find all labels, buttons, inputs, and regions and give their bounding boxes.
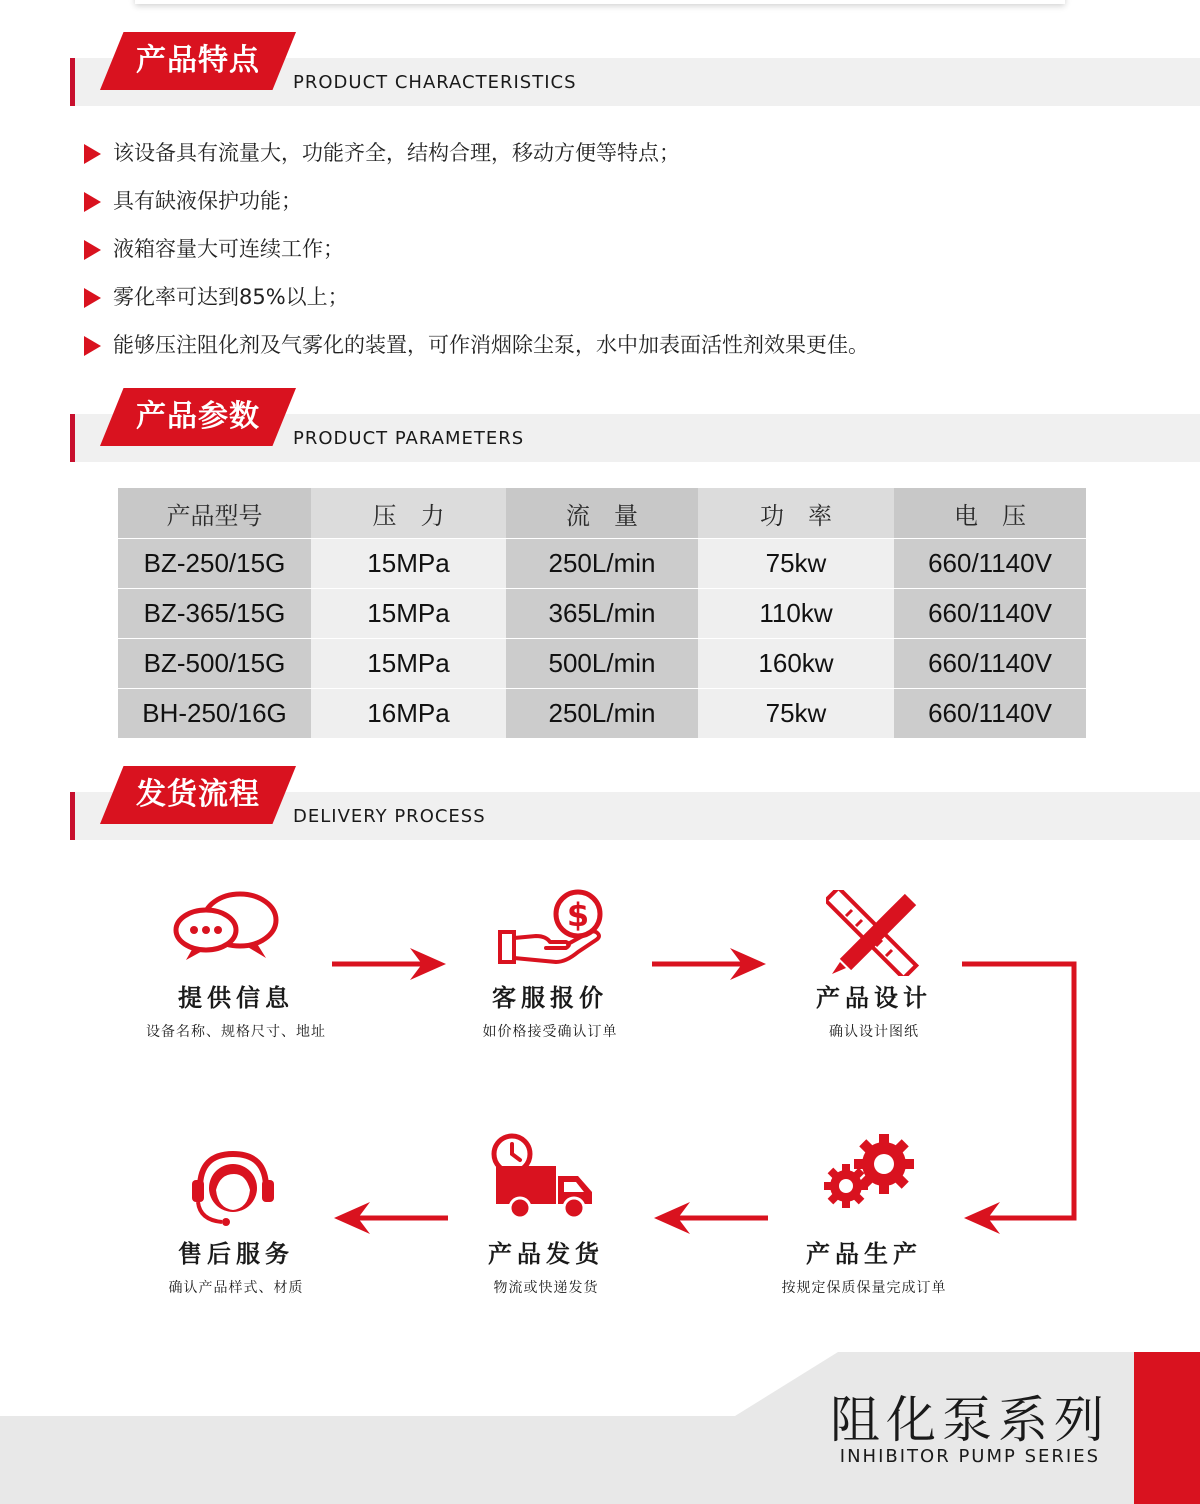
table-row bbox=[118, 689, 1086, 739]
section-title-en: PRODUCT CHARACTERISTICS bbox=[293, 72, 577, 93]
table-header-row bbox=[118, 488, 1086, 539]
step-subtitle: 确认产品样式、材质 bbox=[168, 1280, 304, 1296]
step-title: 提供信息 bbox=[178, 984, 294, 1012]
triangle-bullet-icon bbox=[84, 336, 101, 356]
table-cell: 660/1140V bbox=[894, 639, 1086, 689]
col-header: 压 力 bbox=[311, 488, 506, 539]
triangle-bullet-icon bbox=[84, 192, 101, 212]
section-title-en: PRODUCT PARAMETERS bbox=[293, 428, 525, 449]
table-cell: 15MPa bbox=[311, 539, 506, 589]
process-step-design bbox=[748, 978, 1000, 1041]
table-cell: 660/1140V bbox=[894, 539, 1086, 589]
triangle-bullet-icon bbox=[84, 240, 101, 260]
table-cell: 660/1140V bbox=[894, 689, 1086, 739]
process-step-after-sales bbox=[110, 1234, 362, 1297]
col-header: 功 率 bbox=[698, 488, 894, 539]
col-header: 产品型号 bbox=[118, 488, 311, 539]
table-cell: 365L/min bbox=[506, 589, 698, 639]
step-subtitle: 确认设计图纸 bbox=[829, 1024, 919, 1040]
footer-title-en: INHIBITOR PUMP SERIES bbox=[839, 1446, 1100, 1467]
step-subtitle: 物流或快递发货 bbox=[493, 1280, 599, 1296]
table-row bbox=[118, 589, 1086, 639]
header-red-bar bbox=[70, 792, 75, 840]
table-cell: BH-250/16G bbox=[118, 689, 311, 739]
step-subtitle: 如价格接受确认订单 bbox=[482, 1024, 618, 1040]
table-row bbox=[118, 539, 1086, 589]
process-step-provide-info bbox=[110, 978, 362, 1041]
feature-item: 具有缺液保护功能； bbox=[80, 186, 869, 234]
ruler-pencil-icon bbox=[826, 890, 922, 976]
triangle-bullet-icon bbox=[84, 144, 101, 164]
section-header-parameters bbox=[0, 388, 1200, 468]
section-title-cn: 产品特点 bbox=[136, 43, 260, 78]
table-cell: BZ-500/15G bbox=[118, 639, 311, 689]
gears-icon bbox=[818, 1132, 920, 1212]
table-cell: 75kw bbox=[698, 539, 894, 589]
table-cell: 660/1140V bbox=[894, 589, 1086, 639]
step-title: 客服报价 bbox=[492, 984, 608, 1012]
step-title: 产品生产 bbox=[806, 1240, 922, 1268]
table-cell: 250L/min bbox=[506, 689, 698, 739]
section-title-cn: 发货流程 bbox=[136, 777, 260, 812]
delivery-truck-icon bbox=[490, 1132, 596, 1220]
step-subtitle: 按规定保质保量完成订单 bbox=[781, 1280, 947, 1296]
headset-agent-icon bbox=[186, 1148, 280, 1232]
arrow-right-icon bbox=[330, 946, 450, 982]
footer-red-block bbox=[1134, 1352, 1200, 1504]
arrow-right-icon bbox=[650, 946, 770, 982]
section-header-delivery bbox=[0, 766, 1200, 846]
step-title: 售后服务 bbox=[178, 1240, 294, 1268]
step-title: 产品发货 bbox=[488, 1240, 604, 1268]
arrow-left-icon bbox=[650, 1200, 770, 1236]
svg-text:$: $ bbox=[566, 896, 590, 934]
table-cell: 110kw bbox=[698, 589, 894, 639]
table-cell: 250L/min bbox=[506, 539, 698, 589]
table-cell: 15MPa bbox=[311, 589, 506, 639]
parameters-table bbox=[118, 488, 1086, 739]
table-row bbox=[118, 639, 1086, 689]
header-red-bar bbox=[70, 414, 75, 462]
header-red-bar bbox=[70, 58, 75, 106]
process-step-production bbox=[738, 1234, 990, 1297]
arrow-left-icon bbox=[330, 1200, 450, 1236]
table-cell: 500L/min bbox=[506, 639, 698, 689]
table-cell: 16MPa bbox=[311, 689, 506, 739]
table-cell: BZ-365/15G bbox=[118, 589, 311, 639]
col-header: 电 压 bbox=[894, 488, 1086, 539]
table-cell: 15MPa bbox=[311, 639, 506, 689]
table-cell: 75kw bbox=[698, 689, 894, 739]
feature-item: 液箱容量大可连续工作； bbox=[80, 234, 869, 282]
col-header: 流 量 bbox=[506, 488, 698, 539]
top-card-edge bbox=[135, 0, 1065, 4]
table-cell: 160kw bbox=[698, 639, 894, 689]
table-cell: BZ-250/15G bbox=[118, 539, 311, 589]
triangle-bullet-icon bbox=[84, 288, 101, 308]
section-title-en: DELIVERY PROCESS bbox=[293, 806, 486, 827]
step-subtitle: 设备名称、规格尺寸、地址 bbox=[146, 1024, 326, 1040]
process-step-shipping bbox=[420, 1234, 672, 1297]
hand-dollar-icon bbox=[496, 886, 608, 966]
chat-bubbles-icon bbox=[170, 886, 282, 962]
step-title: 产品设计 bbox=[816, 984, 932, 1012]
feature-item: 雾化率可达到85%以上； bbox=[80, 282, 869, 330]
feature-item: 能够压注阻化剂及气雾化的装置，可作消烟除尘泵，水中加表面活性剂效果更佳。 bbox=[80, 330, 869, 378]
section-header-characteristics bbox=[0, 32, 1200, 112]
process-step-quote bbox=[424, 978, 676, 1041]
section-title-cn: 产品参数 bbox=[136, 399, 260, 434]
feature-list bbox=[80, 138, 869, 378]
footer-title-cn: 阻化泵系列 bbox=[830, 1391, 1110, 1449]
feature-item: 该设备具有流量大，功能齐全，结构合理，移动方便等特点； bbox=[80, 138, 869, 186]
